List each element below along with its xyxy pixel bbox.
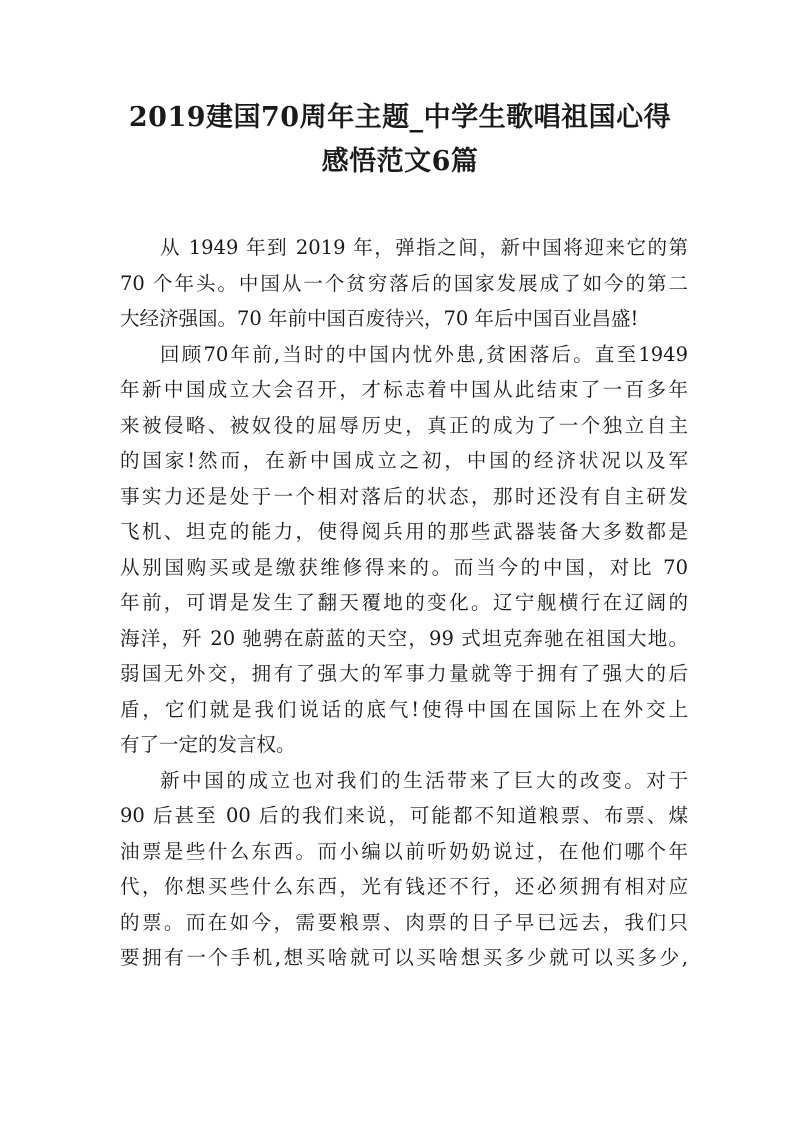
text-line: 来被侵略、被奴役的屈辱历史，真正的成为了一个独立自主 (120, 413, 688, 437)
text-line: 从别国购买或是缴获维修得来的。而当今的中国，对比 70 (120, 555, 688, 579)
title-line-1: 2019建国70周年主题_中学生歌唱祖国心得 (128, 102, 672, 133)
text-line: 油票是些什么东西。而小编以前听奶奶说过，在他们哪个年 (120, 839, 688, 863)
text-line: 事实力还是处于一个相对落后的状态，那时还没有自主研发 (120, 484, 688, 508)
text-line: 回顾70年前,当时的中国内忧外患,贫困落后。直至1949 (160, 342, 688, 366)
paragraph-1 (120, 230, 688, 337)
text-line: 年新中国成立大会召开，才标志着中国从此结束了一百多年 (120, 378, 688, 401)
page-title (100, 96, 700, 184)
title-line-2: 感悟范文6篇 (321, 146, 479, 177)
text-line: 的国家!然而，在新中国成立之初，中国的经济状况以及军 (120, 449, 688, 472)
text-line: 海洋，歼 20 驰骋在蔚蓝的天空，99 式坦克奔驰在祖国大地。 (120, 626, 688, 650)
text-line: 要拥有一个手机,想买啥就可以买啥想买多少就可以买多少, (120, 946, 688, 969)
text-line: 盾，它们就是我们说话的底气!使得中国在国际上在外交上 (120, 697, 688, 721)
text-line: 代，你想买些什么东西，光有钱还不行，还必须拥有相对应 (120, 875, 688, 898)
text-line: 有了一定的发言权。 (120, 733, 296, 756)
text-line: 从 1949 年到 2019 年，弹指之间，新中国将迎来它的第 (160, 236, 688, 259)
text-line: 的票。而在如今，需要粮票、肉票的日子早已远去，我们只 (120, 910, 688, 934)
text-line: 大经济强国。70 年前中国百废待兴，70 年后中国百业昌盛! (120, 307, 639, 330)
text-line: 90 后甚至 00 后的我们来说，可能都不知道粮票、布票、煤 (120, 804, 688, 827)
paragraph-2 (120, 337, 688, 763)
text-line: 70 个年头。中国从一个贫穷落后的国家发展成了如今的第二 (120, 271, 688, 295)
document-body (120, 230, 688, 976)
text-line: 新中国的成立也对我们的生活带来了巨大的改变。对于 (160, 768, 688, 792)
text-line: 飞机、坦克的能力，使得阅兵用的那些武器装备大多数都是 (120, 520, 688, 543)
text-line: 年前，可谓是发生了翻天覆地的变化。辽宁舰横行在辽阔的 (120, 591, 688, 614)
text-line: 弱国无外交，拥有了强大的军事力量就等于拥有了强大的后 (120, 662, 688, 685)
paragraph-3 (120, 763, 688, 976)
